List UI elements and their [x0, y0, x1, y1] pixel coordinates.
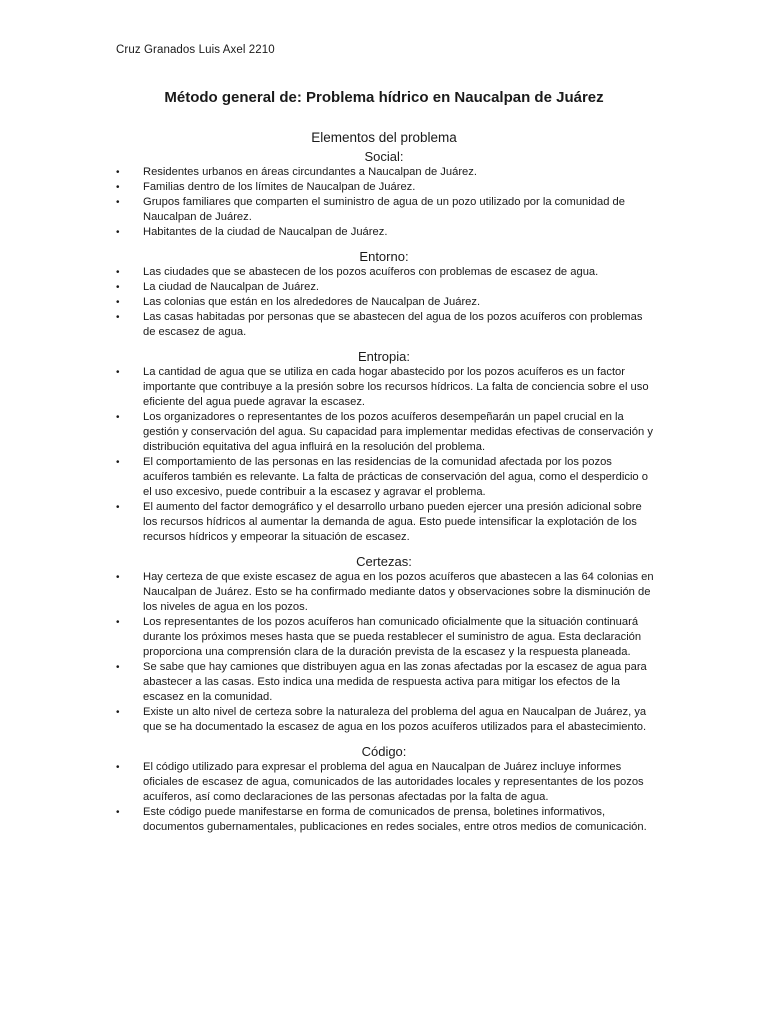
list-item	[116, 295, 656, 310]
list-item	[116, 165, 656, 180]
section-heading-social: Social:	[364, 149, 404, 164]
document-title: Método general de: Problema hídrico en Naucalpan de Juárez	[164, 89, 604, 106]
list-item-text: La cantidad de agua que se utiliza en cada hogar abastecido por los pozos acuíferos es un factor importante que contribuye a la presión sobre los recursos hídricos. La falta de conciencia sobre el uso eficiente del agua puede agravar la escasez.	[143, 366, 649, 408]
bullet-icon: •	[116, 572, 120, 583]
bullet-icon: •	[116, 197, 120, 208]
section-list-social	[116, 165, 656, 240]
section-heading-entorno: Entorno:	[359, 249, 409, 264]
list-item-text: Las ciudades que se abastecen de los pozos acuíferos con problemas de escasez de agua.	[143, 266, 599, 278]
section-heading-codigo: Código:	[361, 744, 407, 759]
list-item	[116, 310, 656, 340]
list-item-text: El comportamiento de las personas en las residencias de la comunidad afectada por los pozos acuíferos también es relevante. La falta de prácticas de conservación del agua, como el desperdicio o el uso excesivo, puede contribuir a la escasez y agravar el problema.	[143, 456, 648, 498]
bullet-icon: •	[116, 227, 120, 238]
list-item-text: Los representantes de los pozos acuíferos han comunicado oficialmente que la situación continuará durante los próximos meses hasta que se pueda restablecer el suministro de agua. Esta declaración proporciona una comprensión clara de la duración prevista de la escasez y la respuesta planeada.	[143, 616, 642, 658]
section-list-codigo	[116, 760, 656, 835]
list-item	[116, 410, 656, 455]
document-body	[116, 148, 656, 842]
bullet-icon: •	[116, 457, 120, 468]
list-item	[116, 280, 656, 295]
list-item	[116, 660, 656, 705]
list-item	[116, 705, 656, 735]
author-line: Cruz Granados Luis Axel 2210	[116, 44, 275, 56]
bullet-icon: •	[116, 312, 120, 323]
list-item-text: Familias dentro de los límites de Naucalpan de Juárez.	[143, 181, 416, 193]
bullet-icon: •	[116, 662, 120, 673]
list-item	[116, 805, 656, 835]
list-item	[116, 180, 656, 195]
section-list-entorno	[116, 265, 656, 340]
bullet-icon: •	[116, 367, 120, 378]
list-item	[116, 455, 656, 500]
list-item-text: Las colonias que están en los alrededores de Naucalpan de Juárez.	[143, 296, 481, 308]
list-item	[116, 265, 656, 280]
bullet-icon: •	[116, 282, 120, 293]
elements-heading: Elementos del problema	[311, 130, 457, 145]
bullet-icon: •	[116, 707, 120, 718]
list-item	[116, 760, 656, 805]
list-item	[116, 225, 656, 240]
list-item-text: Hay certeza de que existe escasez de agua en los pozos acuíferos que abastecen a las 64 colonias en Naucalpan de Juárez. Esto se ha confirmado mediante datos y observaciones sobre la disminución de los niveles de agua en los pozos.	[143, 571, 654, 613]
list-item-text: La ciudad de Naucalpan de Juárez.	[143, 281, 320, 293]
list-item-text: Se sabe que hay camiones que distribuyen agua en las zonas afectadas por la escasez de agua para abastecer a las casas. Esto indica una medida de respuesta activa para mitigar los efectos de la escasez en la comunidad.	[143, 661, 647, 703]
section-list-entropia	[116, 365, 656, 545]
bullet-icon: •	[116, 182, 120, 193]
list-item-text: Las casas habitadas por personas que se abastecen del agua de los pozos acuíferos con problemas de escasez de agua.	[143, 311, 643, 338]
section-heading-entropia: Entropia:	[357, 349, 411, 364]
list-item-text: El código utilizado para expresar el problema del agua en Naucalpan de Juárez incluye informes oficiales de escasez de agua, comunicados de las autoridades locales y representantes de los pozos acuíferos, así como declaraciones de las personas afectadas por la falta de agua.	[143, 761, 644, 803]
list-item-text: Grupos familiares que comparten el suministro de agua de un pozo utilizado por la comunidad de Naucalpan de Juárez.	[143, 196, 625, 223]
list-item	[116, 500, 656, 545]
list-item	[116, 570, 656, 615]
bullet-icon: •	[116, 762, 120, 773]
section-heading-certezas: Certezas:	[356, 554, 412, 569]
list-item-text: Residentes urbanos en áreas circundantes a Naucalpan de Juárez.	[143, 166, 477, 178]
list-item-text: El aumento del factor demográfico y el desarrollo urbano pueden ejercer una presión adicional sobre los recursos hídricos al aumentar la demanda de agua. Esto puede intensificar la explotación de los recursos hídricos y empeorar la situación de escasez.	[143, 501, 642, 543]
list-item	[116, 615, 656, 660]
bullet-icon: •	[116, 297, 120, 308]
bullet-icon: •	[116, 617, 120, 628]
list-item-text: Habitantes de la ciudad de Naucalpan de Juárez.	[143, 226, 388, 238]
bullet-icon: •	[116, 412, 120, 423]
bullet-icon: •	[116, 167, 120, 178]
list-item-text: Existe un alto nivel de certeza sobre la naturaleza del problema del agua en Naucalpan de Juárez, ya que se ha documentado la escasez de agua en los pozos acuíferos utilizados para el abastecimiento.	[143, 706, 647, 733]
list-item	[116, 365, 656, 410]
list-item-text: Este código puede manifestarse en forma de comunicados de prensa, boletines informativos, documentos gubernamentales, publicaciones en redes sociales, entre otros medios de comunicación.	[143, 806, 647, 833]
bullet-icon: •	[116, 267, 120, 278]
list-item-text: Los organizadores o representantes de los pozos acuíferos desempeñarán un papel crucial en la gestión y conservación del agua. Su capacidad para implementar medidas efectivas de conservación y distribución equitativa del agua influirá en la resolución del problema.	[143, 411, 653, 453]
bullet-icon: •	[116, 807, 120, 818]
section-list-certezas	[116, 570, 656, 735]
list-item	[116, 195, 656, 225]
bullet-icon: •	[116, 502, 120, 513]
